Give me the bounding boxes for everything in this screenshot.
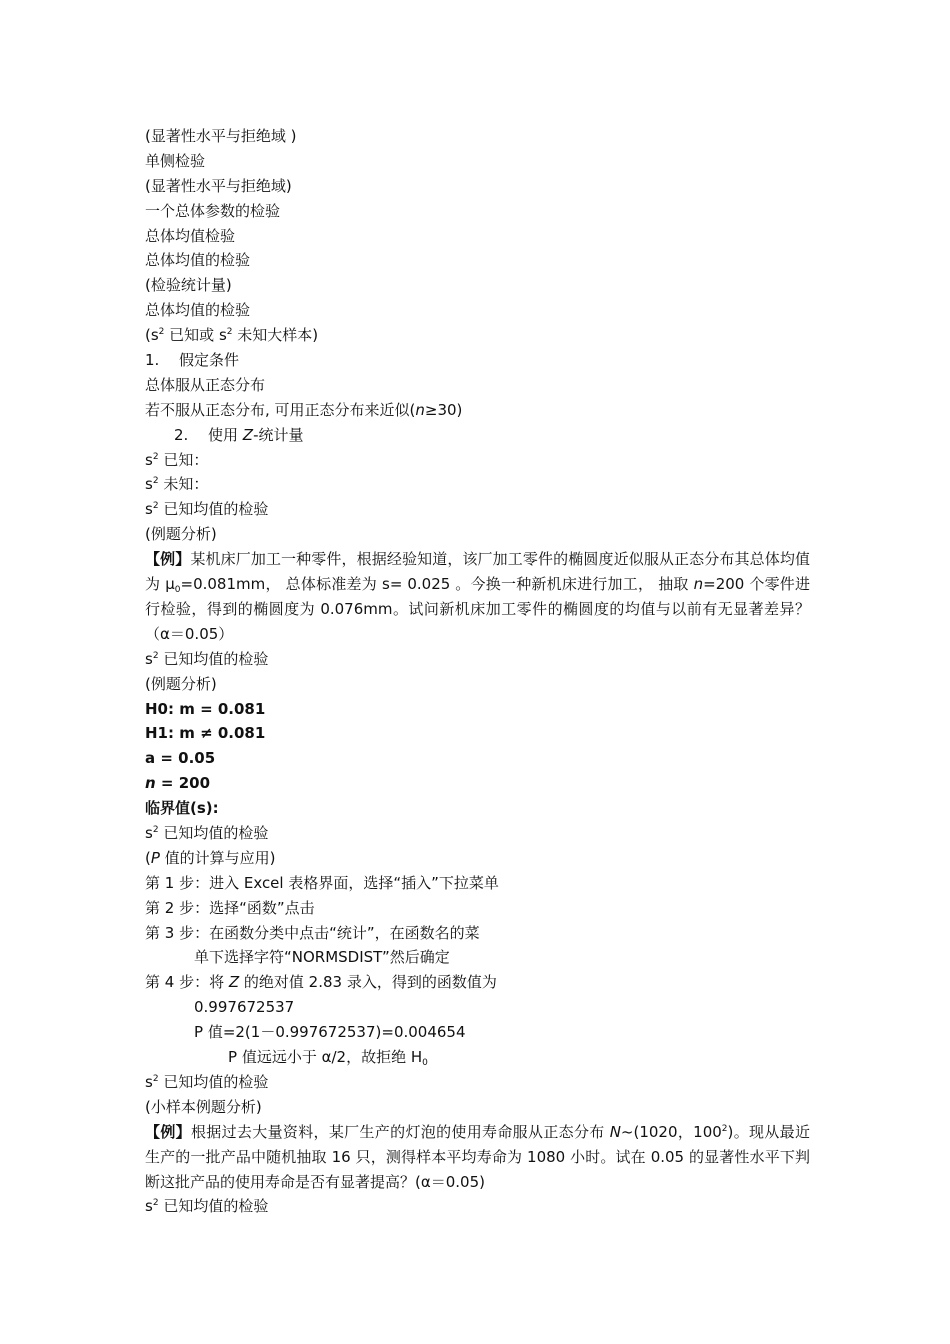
critical-values-label: 临界值(s):: [145, 799, 219, 818]
list-item-assumptions: 1. 假定条件: [145, 348, 810, 373]
example-paragraph-machine-tool: 【例】某机床厂加工一种零件，根据经验知道，该厂加工零件的椭圆度近似服从正态分布其总体均值为 $\mu_0=0.081mm$， 总体标准差为 s= 0.025 。今换一种新机床进行加工， 抽取 n=200 个零件进行检验，得到的椭圆度为 0.076mm。试问新机床加工零件的椭圆度的均值与以前有无显著差异？（α＝0.05）: [145, 550, 811, 643]
heading-significance-rejection-region: (显著性水平与拒绝域 ): [145, 127, 297, 145]
list-number: 2.: [174, 425, 189, 444]
list-number: 1.: [145, 351, 160, 370]
heading-significance-rejection-region-2: (显著性水平与拒绝域): [145, 176, 292, 195]
heading-population-mean-test: 总体均值检验: [145, 226, 236, 245]
small-sample-heading: (小样本例题分析): [145, 1097, 262, 1116]
significance-level: a = 0.05: [145, 749, 216, 768]
sigma-unknown-label: $s^2$ 未知：: [145, 475, 209, 494]
excel-step-3: 第 3 步：在函数分类中点击“统计”，在函数名的菜: [145, 923, 480, 942]
excel-step-4: 第 4 步：将 Z 的绝对值 2.83 录入，得到的函数值为: [145, 973, 497, 992]
p-value-calculation: P 值=2(1－0.997672537)=0.004654: [194, 1023, 466, 1042]
example-analysis-heading: (例题分析): [145, 525, 217, 544]
function-value: 0.997672537: [194, 998, 295, 1017]
normal-distribution-line: 总体服从正态分布: [145, 375, 266, 394]
alternative-hypothesis: H1: m ≠ 0.081: [145, 724, 266, 743]
sigma-known-mean-test-heading-5: $s^2$ 已知均值的检验: [145, 1197, 269, 1216]
heading-one-population-parameter-test: 一个总体参数的检验: [145, 201, 281, 220]
p-value-heading: (P 值的计算与应用): [145, 848, 276, 867]
sigma-known-or-large-sample-line: ($s^2$ 已知或 $s^2$ 未知大样本): [145, 326, 319, 345]
sigma-known-mean-test-heading: $s^2$ 已知均值的检验: [145, 500, 269, 519]
p-value-conclusion: P 值远远小于 α/2，故拒绝 $H_0$: [228, 1048, 428, 1069]
excel-step-3-continued: 单下选择字符“NORMSDIST”然后确定: [194, 948, 450, 967]
heading-population-mean-test-3: 总体均值的检验: [145, 301, 251, 320]
sigma-known-mean-test-heading-2: $s^2$ 已知均值的检验: [145, 649, 269, 668]
sigma-known-label: $s^2$ 已知：: [145, 450, 209, 469]
null-hypothesis: H0: m = 0.081: [145, 699, 266, 718]
heading-population-mean-test-2: 总体均值的检验: [145, 251, 251, 270]
excel-step-1: 第 1 步：进入 Excel 表格界面，选择“插入”下拉菜单: [145, 873, 499, 892]
sigma-known-mean-test-heading-4: $s^2$ 已知均值的检验: [145, 1072, 269, 1091]
example-paragraph-light-bulb: 【例】根据过去大量资料，某厂生产的灯泡的使用寿命服从正态分布 N~(1020，$100^2$)。现从最近生产的一批产品中随机抽取 16 只，测得样本平均寿命为 1080 小时。试在 0.05 的显著性水平下判断这批产品的使用寿命是否有显著提高？(α＝0.05): [145, 1122, 810, 1191]
sigma-known-mean-test-heading-3: $s^2$ 已知均值的检验: [145, 824, 269, 842]
heading-one-sided-test: 单侧检验: [145, 151, 206, 170]
sample-size: n = 200: [145, 774, 211, 793]
document-body: [145, 124, 810, 1219]
excel-step-2: 第 2 步：选择“函数”点击: [145, 898, 315, 917]
heading-test-statistic: (检验统计量): [145, 276, 232, 295]
list-item-z-statistic: 2. 使用 Z-统计量: [145, 423, 810, 448]
normal-approximation-line: 若不服从正态分布, 可用正态分布来近似(n≥30): [145, 400, 463, 419]
example-analysis-heading-2: (例题分析): [145, 674, 217, 693]
